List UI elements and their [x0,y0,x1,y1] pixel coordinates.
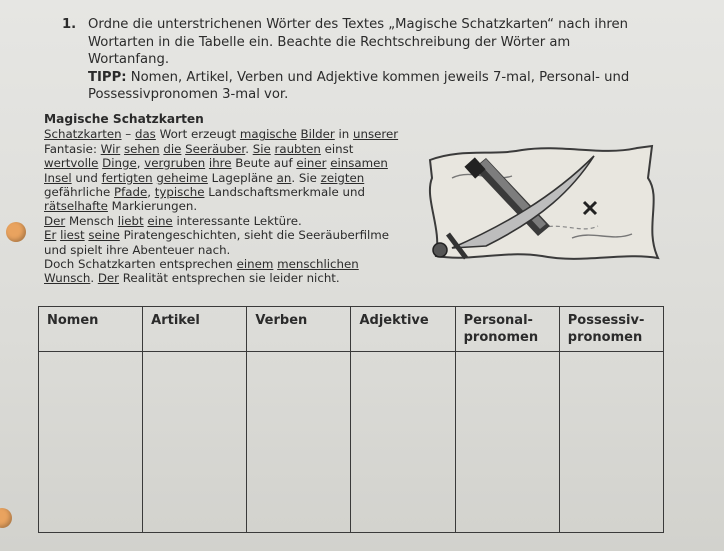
answer-cell[interactable] [455,352,559,533]
underlined-word: vergruben [144,156,206,171]
underlined-word: Der [44,213,66,228]
underlined-word: Der [97,271,120,286]
underlined-word: einsamen [330,156,388,171]
underlined-word: Bilder [300,127,335,142]
story-line [44,127,424,141]
tip-line: Possessivpronomen 3-mal vor. [88,87,289,102]
task-instructions [62,16,662,104]
word-type-table [38,306,664,533]
story-text-segment: Fantasie: [44,141,101,156]
story-text-segment: gefährliche [44,185,114,200]
underlined-word: Insel [44,170,72,185]
story-line [44,228,424,242]
task-line: Ordne die unterstrichenen Wörter des Textes „Magische Schatzkarten“ nach ihren [88,17,629,32]
underlined-word: raubten [274,141,321,156]
story-text-segment: Markierungen. [107,199,198,214]
underlined-word: Wunsch [44,271,91,286]
story-text-segment: Wort erzeugt [155,127,240,142]
answer-cell[interactable] [351,352,455,533]
story-line [44,156,424,170]
table-header-row [39,307,664,352]
underlined-word: fertigten [101,170,153,185]
story-text-segment: – [121,127,135,142]
underlined-word: Wir [100,141,121,156]
underlined-word: die [163,141,182,156]
underlined-word: geheime [156,170,208,185]
story-line [44,214,424,228]
column-header [39,307,143,352]
story-text-segment: Realität entsprechen sie leider nicht. [119,271,340,286]
underlined-word: Pfade [113,185,148,200]
task-line: Wortanfang. [88,52,170,67]
story-line [44,243,424,257]
story-text-segment: , [147,185,155,200]
punch-hole [6,222,26,242]
treasure-map-icon [422,138,670,268]
underlined-word: wertvolle [44,156,99,171]
story-line [44,257,424,271]
story-line [44,185,424,199]
column-header-line: Artikel [151,313,200,328]
column-header-line: Verben [255,313,308,328]
answer-cell[interactable] [143,352,247,533]
column-header [351,307,455,352]
story-line [44,142,424,156]
story-line [44,271,424,285]
column-header [559,307,663,352]
underlined-word: menschlichen [277,257,359,272]
answer-cell[interactable] [559,352,663,533]
story-text-segment: Piratengeschichten, sieht die Seeräuberfilme [119,228,390,243]
story-text-segment: Doch Schatzkarten entsprechen [44,257,237,272]
underlined-word: eine [147,213,173,228]
answer-cell[interactable] [247,352,351,533]
story-text-segment: in [334,127,354,142]
story-text [44,112,424,286]
tip-line [88,69,662,87]
column-header [247,307,351,352]
story-text-segment: , [136,156,145,171]
story-text-segment: . [90,271,98,286]
story-line [44,199,424,213]
story-text-segment: Lagepläne [207,170,277,185]
story-text-segment: einst [320,141,354,156]
underlined-word: einem [236,257,274,272]
story-text-segment: Landschaftsmerkmale und [204,185,365,200]
tip-label: TIPP: [88,69,127,85]
underlined-word: Er [44,228,57,243]
underlined-word: seine [88,228,120,243]
story-text-segment: Beute auf [231,156,297,171]
story-text-segment: . Sie [291,170,321,185]
underlined-word: Seeräuber [185,141,246,156]
underlined-word: sehen [123,141,160,156]
underlined-word: Schatzkarten [44,127,122,142]
story-text-segment: . [245,141,253,156]
underlined-word: das [134,127,156,142]
column-header-line: Nomen [47,313,99,328]
column-header-line: Possessiv- [567,313,645,328]
underlined-word: ihre [208,156,232,171]
column-header-line: pronomen [463,330,539,345]
story-text-segment: interessante Lektüre. [172,213,302,228]
story-title: Magische Schatzkarten [44,112,204,126]
answer-cell[interactable] [39,352,143,533]
column-header-line: Personal- [463,313,533,328]
underlined-word: liest [60,228,85,243]
column-header [455,307,559,352]
underlined-word: magische [239,127,297,142]
column-header-line: Adjektive [359,313,429,328]
story-line [44,171,424,185]
underlined-word: Sie [252,141,271,156]
underlined-word: Dinge [102,156,137,171]
underlined-word: an [276,170,292,185]
underlined-word: typische [154,185,205,200]
table-row [39,352,664,533]
task-number: 1. [62,17,77,32]
story-text-segment: und spielt ihre Abenteuer nach. [44,242,231,257]
underlined-word: einer [296,156,327,171]
underlined-word: unserer [353,127,399,142]
column-header [143,307,247,352]
tip-text: Nomen, Artikel, Verben und Adjektive kommen jeweils 7-mal, Personal- und [126,69,630,85]
underlined-word: liebt [117,213,144,228]
underlined-word: rätselhafte [44,199,108,214]
underlined-word: zeigten [320,170,365,185]
story-text-segment: Mensch [65,213,118,228]
task-line: Wortarten in die Tabelle ein. Beachte die Rechtschreibung der Wörter am [88,34,571,50]
story-text-segment: und [71,170,102,185]
story-lines [44,127,424,285]
punch-hole [0,508,12,528]
column-header-line: pronomen [567,330,643,345]
